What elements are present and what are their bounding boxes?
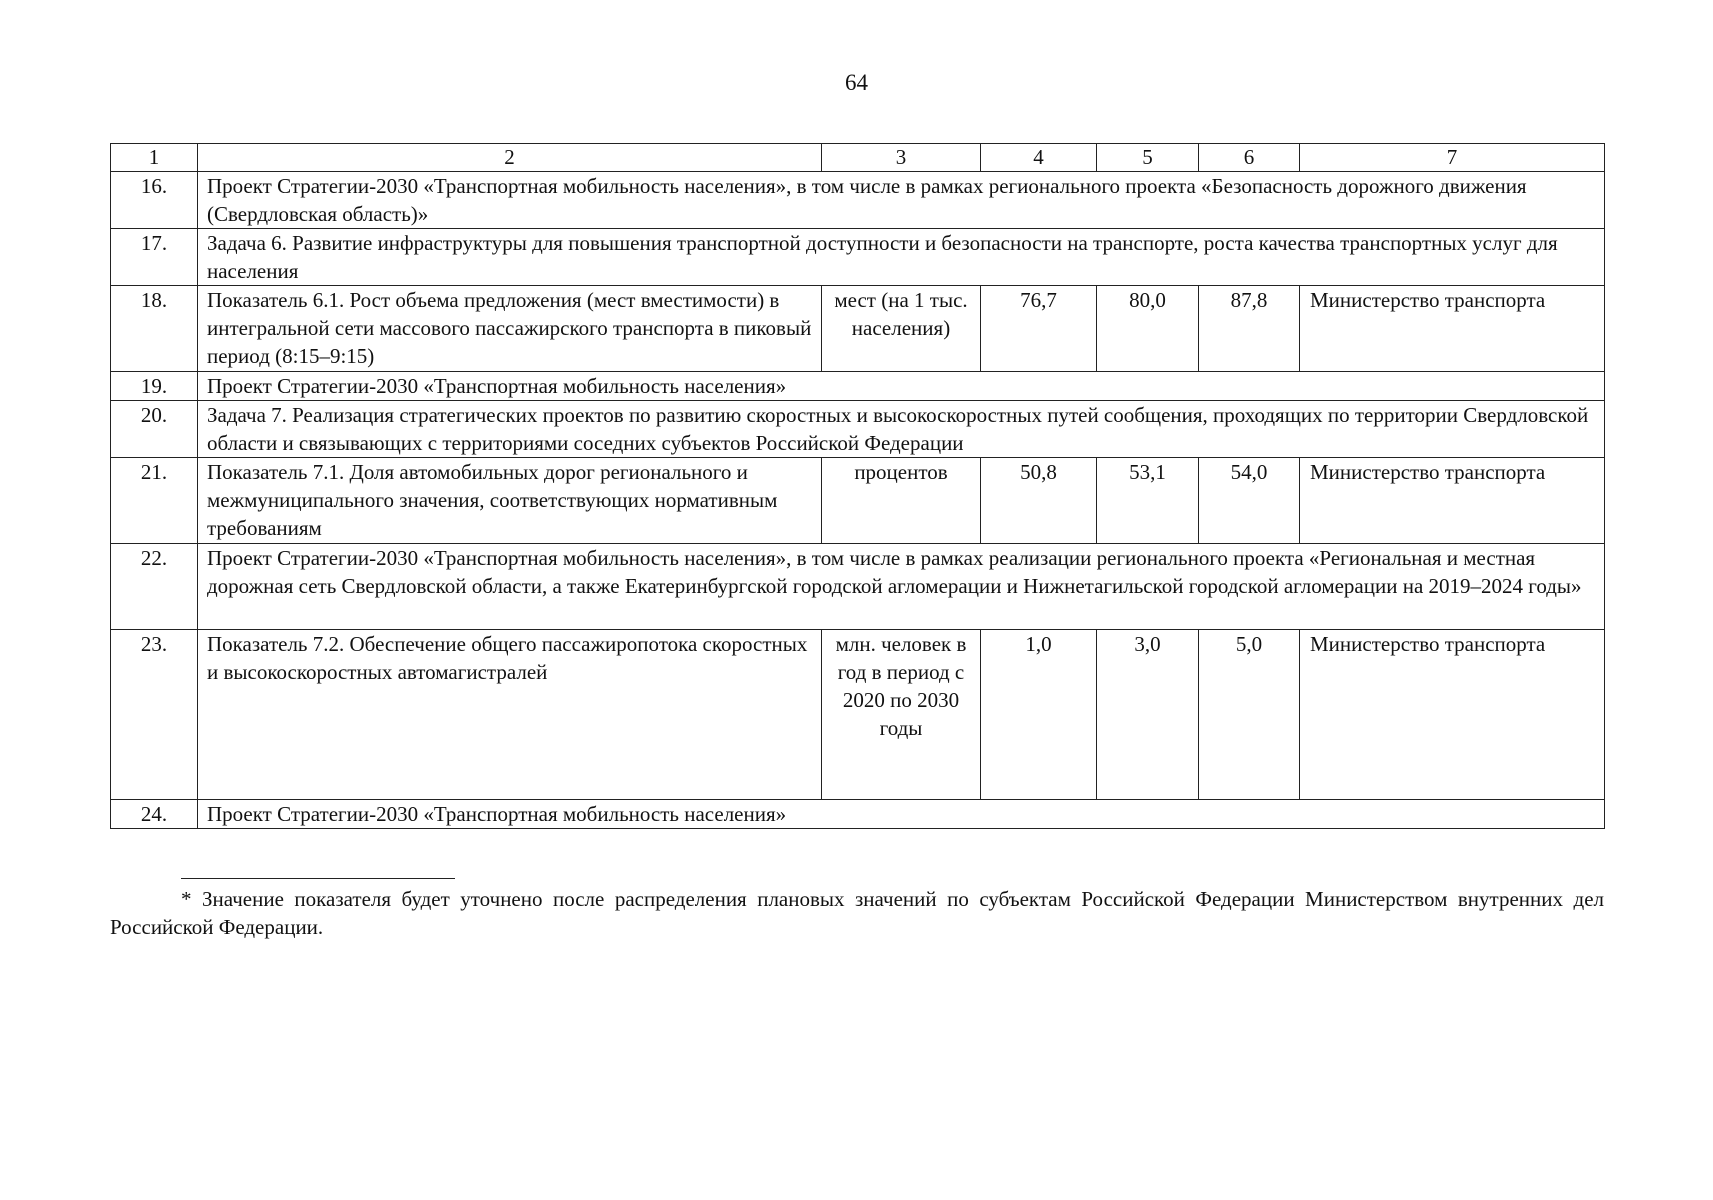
table-row bbox=[111, 286, 1605, 372]
row-number: 17. bbox=[111, 229, 198, 286]
row-number: 23. bbox=[111, 630, 198, 800]
indicators-table bbox=[110, 143, 1605, 829]
column-header: 7 bbox=[1300, 144, 1605, 172]
responsible-org: Министерство транспорта bbox=[1300, 286, 1605, 372]
column-header: 4 bbox=[981, 144, 1097, 172]
page-number: 64 bbox=[845, 70, 868, 95]
row-number: 21. bbox=[111, 458, 198, 544]
row-number: 19. bbox=[111, 372, 198, 401]
column-header: 2 bbox=[198, 144, 822, 172]
table-row bbox=[111, 544, 1605, 630]
value-cell: 3,0 bbox=[1097, 630, 1199, 800]
value-cell: 53,1 bbox=[1097, 458, 1199, 544]
table-row bbox=[111, 172, 1605, 229]
table-row bbox=[111, 458, 1605, 544]
value-cell: 50,8 bbox=[981, 458, 1097, 544]
row-number: 24. bbox=[111, 800, 198, 829]
column-header: 5 bbox=[1097, 144, 1199, 172]
row-text: Проект Стратегии-2030 «Транспортная мобильность населения» bbox=[198, 800, 1605, 829]
value-cell: 80,0 bbox=[1097, 286, 1199, 372]
row-number: 20. bbox=[111, 401, 198, 458]
row-text: Задача 7. Реализация стратегических проектов по развитию скоростных и высокоскоростных путей сообщения, проходящих по территории Свердловской области и связывающих с территориями соседних субъектов Российской Федерации bbox=[198, 401, 1605, 458]
value-cell: 5,0 bbox=[1199, 630, 1300, 800]
value-cell: 76,7 bbox=[981, 286, 1097, 372]
row-number: 16. bbox=[111, 172, 198, 229]
row-text: Задача 6. Развитие инфраструктуры для повышения транспортной доступности и безопасности на транспорте, роста качества транспортных услуг для населения bbox=[198, 229, 1605, 286]
unit-cell: мест (на 1 тыс. населения) bbox=[822, 286, 981, 372]
row-text: Проект Стратегии-2030 «Транспортная мобильность населения» bbox=[198, 372, 1605, 401]
row-text: Показатель 6.1. Рост объема предложения (мест вместимости) в интегральной сети массового пассажирского транспорта в пиковый период (8:15–9:15) bbox=[198, 286, 822, 372]
value-cell: 87,8 bbox=[1199, 286, 1300, 372]
row-text: Показатель 7.1. Доля автомобильных дорог регионального и межмуниципального значения, соответствующих нормативным требованиям bbox=[198, 458, 822, 544]
unit-cell: млн. человек в год в период с 2020 по 2030 годы bbox=[822, 630, 981, 800]
column-header: 6 bbox=[1199, 144, 1300, 172]
table-row bbox=[111, 800, 1605, 829]
unit-cell: процентов bbox=[822, 458, 981, 544]
responsible-org: Министерство транспорта bbox=[1300, 458, 1605, 544]
table-row bbox=[111, 401, 1605, 458]
value-cell: 54,0 bbox=[1199, 458, 1300, 544]
table-header-row bbox=[111, 144, 1605, 172]
table-row bbox=[111, 630, 1605, 800]
footnote: * Значение показателя будет уточнено после распределения плановых значений по субъектам Российской Федерации Министерством внутренних дел Российской Федерации. bbox=[110, 887, 1604, 939]
row-text: Показатель 7.2. Обеспечение общего пассажиропотока скоростных и высокоскоростных автомагистралей bbox=[198, 630, 822, 800]
footnote-divider bbox=[181, 878, 455, 879]
row-text: Проект Стратегии-2030 «Транспортная мобильность населения», в том числе в рамках регионального проекта «Безопасность дорожного движения (Свердловская область)» bbox=[198, 172, 1605, 229]
row-text: Проект Стратегии-2030 «Транспортная мобильность населения», в том числе в рамках реализации регионального проекта «Региональная и местная дорожная сеть Свердловской области, а также Екатеринбургской городской агломерации и Нижнетагильской городской агломерации на 2019–2024 годы» bbox=[198, 544, 1605, 630]
table-row bbox=[111, 372, 1605, 401]
column-header: 1 bbox=[111, 144, 198, 172]
value-cell: 1,0 bbox=[981, 630, 1097, 800]
row-number: 18. bbox=[111, 286, 198, 372]
row-number: 22. bbox=[111, 544, 198, 630]
table-row bbox=[111, 229, 1605, 286]
responsible-org: Министерство транспорта bbox=[1300, 630, 1605, 800]
column-header: 3 bbox=[822, 144, 981, 172]
